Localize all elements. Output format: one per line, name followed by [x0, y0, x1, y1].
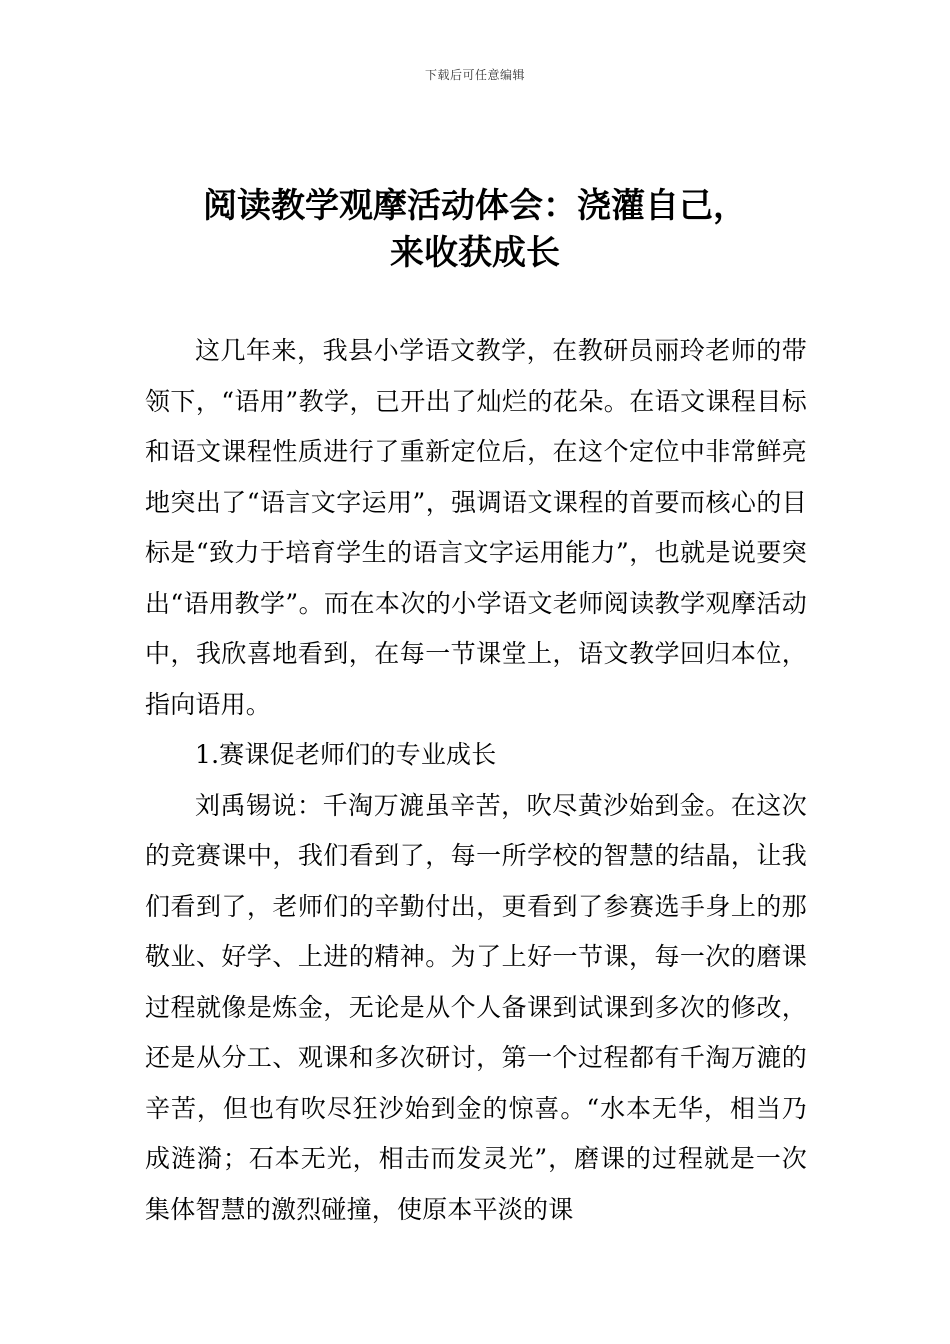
header-note: 下载后可任意编辑 — [424, 68, 525, 82]
document-title — [0, 183, 950, 277]
title-line-1: 阅读教学观摩活动体会：浇灌自己， — [203, 186, 747, 226]
document-body — [145, 326, 807, 1235]
title-line-2: 来收获成长 — [390, 233, 560, 273]
paragraph-intro: 这几年来，我县小学语文教学，在教研员丽玲老师的带领下，“语用”教学，已开出了灿烂的花朵。在语文课程目标和语文课程性质进行了重新定位后，在这个定位中非常鲜亮地突出了“语言文字运用”，强调语文课程的首要而核心的目标是“致力于培育学生的语言文字运用能力”，也就是说要突出“语用教学”。而在本次的小学语文老师阅读教学观摩活动中，我欣喜地看到，在每一节课堂上，语文教学回归本位，指向语用。 — [145, 336, 807, 719]
paragraph-section-1: 刘禹锡说：千淘万漉虽辛苦，吹尽黄沙始到金。在这次的竞赛课中，我们看到了，每一所学校的智慧的结晶，让我们看到了，老师们的辛勤付出，更看到了参赛选手身上的那敬业、好学、上进的精神。为了上好一节课，每一次的磨课过程就像是炼金，无论是从个人备课到试课到多次的修改，还是从分工、观课和多次研讨，第一个过程都有千淘万漉的辛苦，但也有吹尽狂沙始到金的惊喜。“水本无华，相当乃成涟漪；石本无光，相击而发灵光”，磨课的过程就是一次集体智慧的激烈碰撞，使原本平淡的课 — [145, 790, 807, 1224]
section-heading: 1.赛课促老师们的专业成长 — [195, 740, 497, 769]
